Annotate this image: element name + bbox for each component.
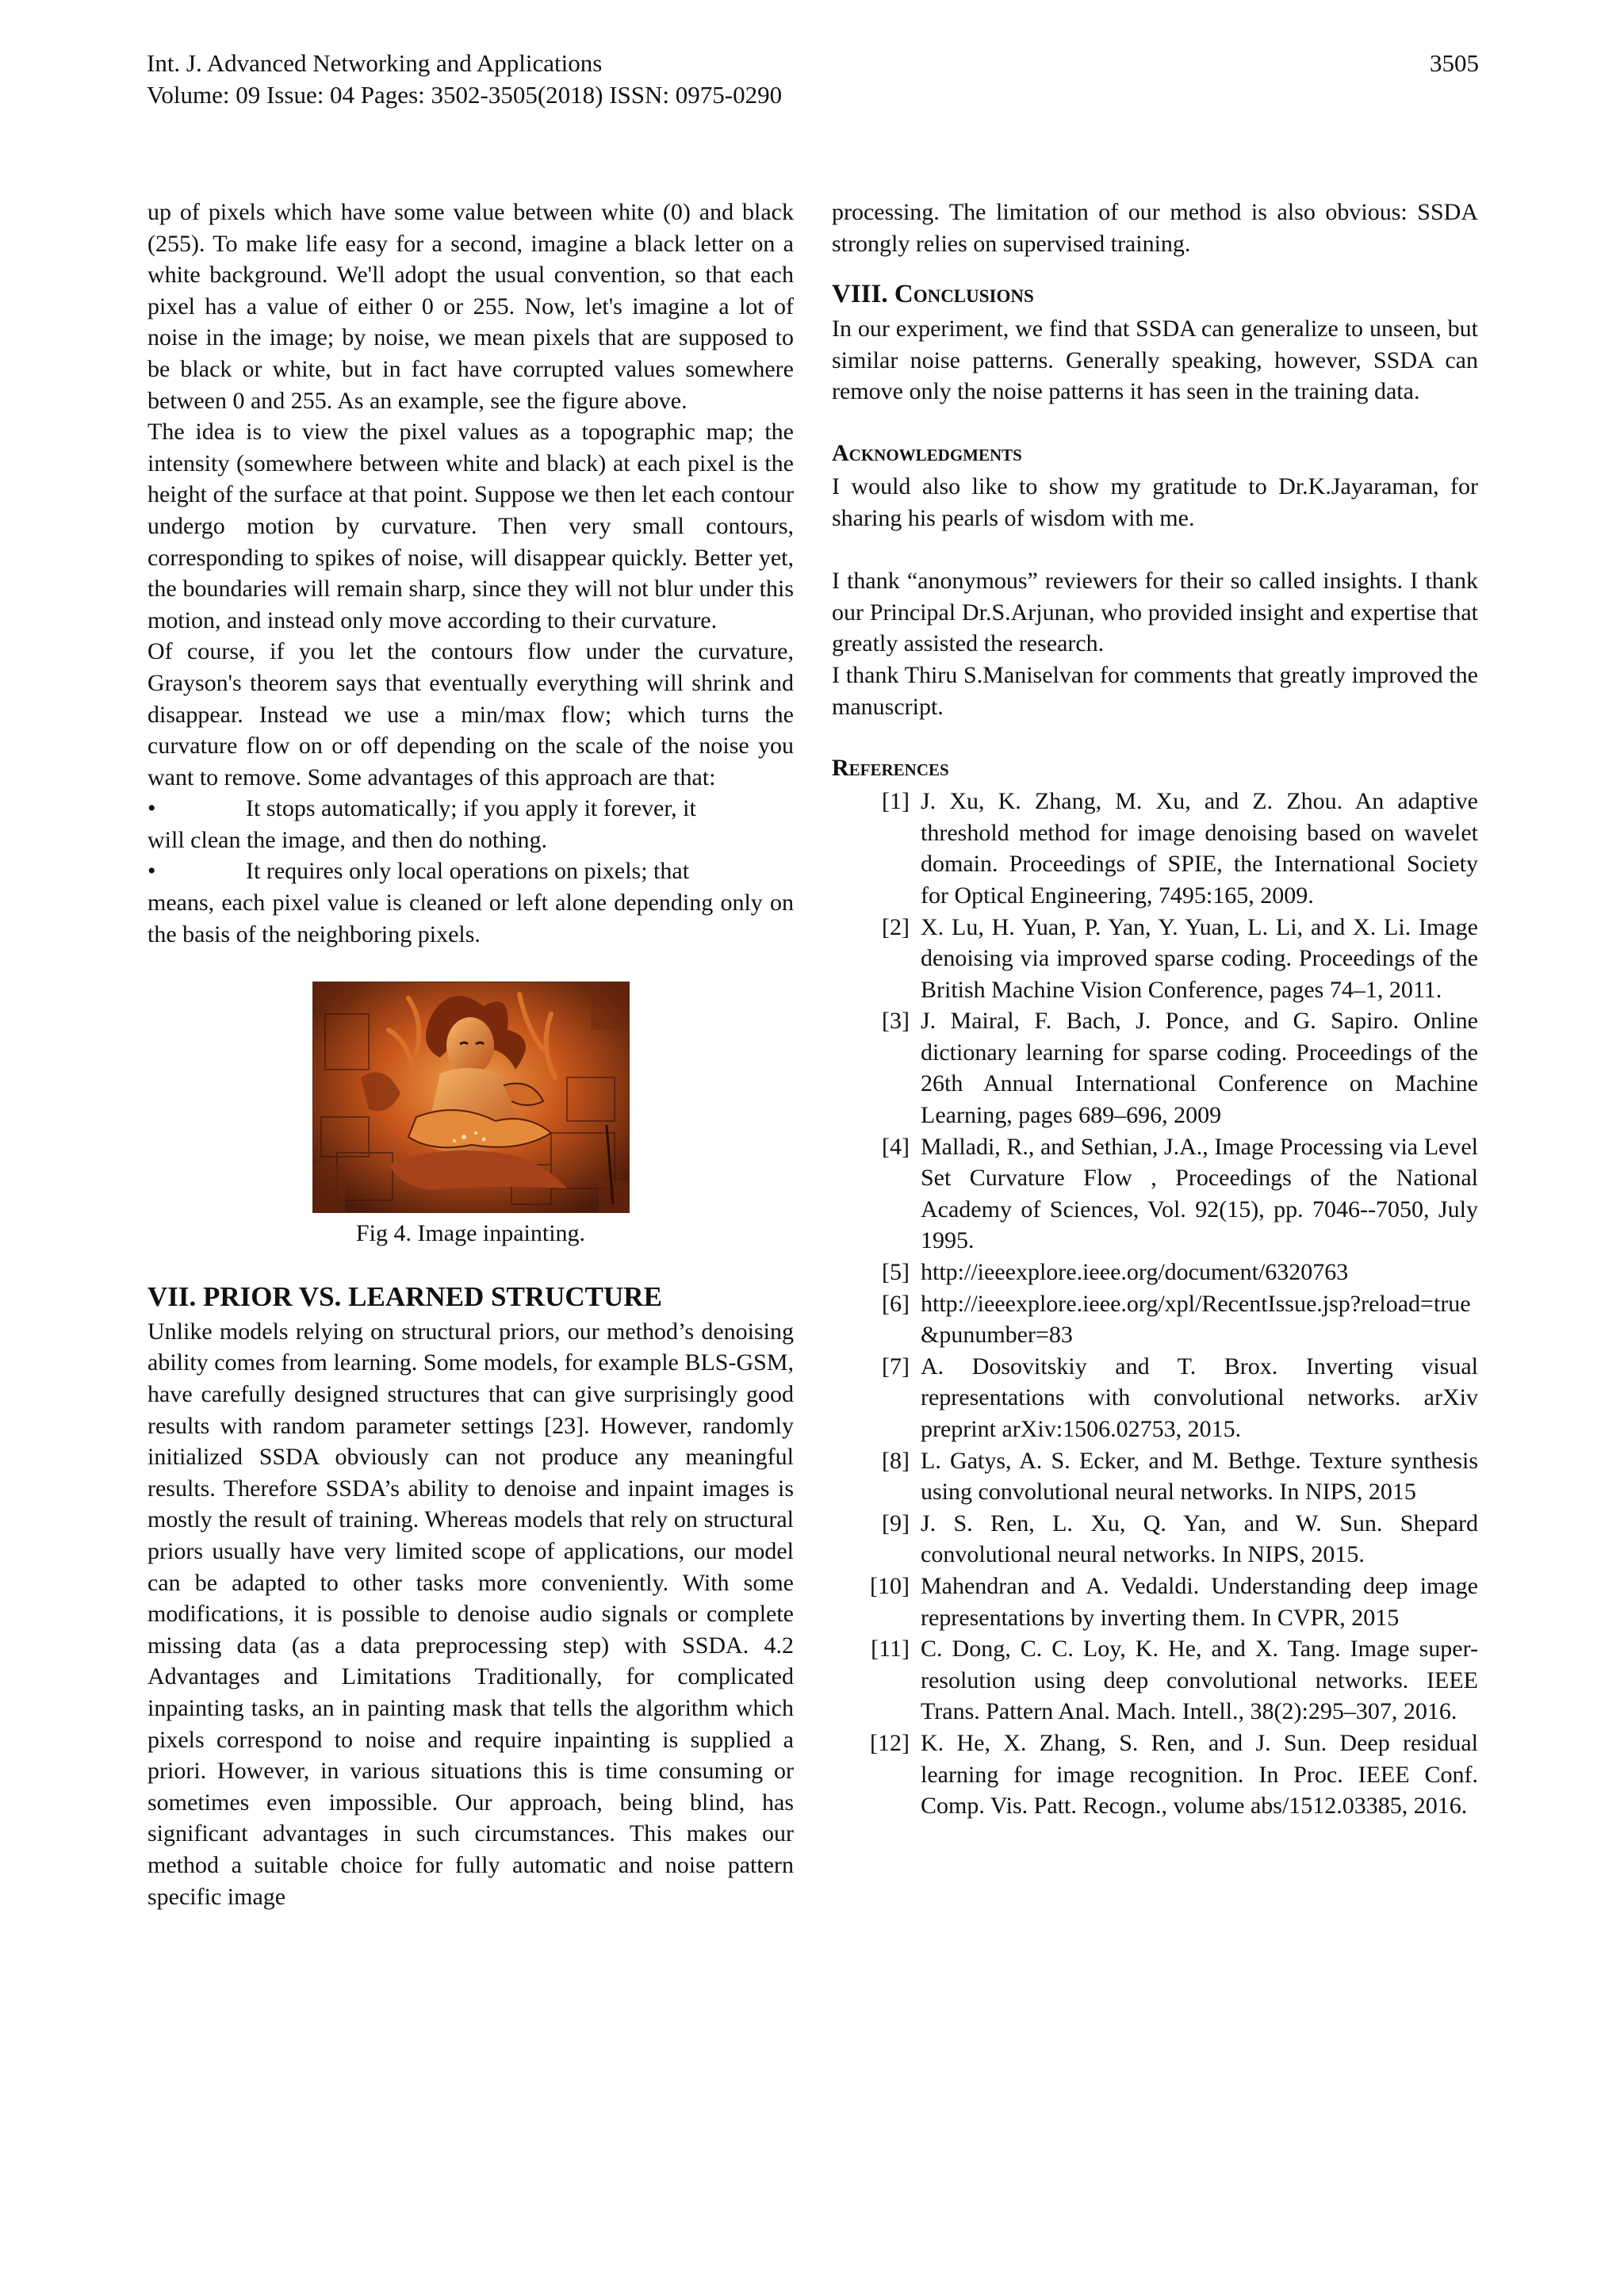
reference-number: [8] [882, 1447, 910, 1474]
reference-item [832, 1005, 1478, 1131]
reference-text: A. Dosovitskiy and T. Brox. Inverting visual representations with convolutional networks. arXiv preprint arXiv:1506.02753, 2015. [921, 1353, 1478, 1442]
reference-item [832, 1633, 1478, 1728]
reference-item [832, 1445, 1478, 1508]
paragraph-continued: up of pixels which have some value between white (0) and black (255). To make life easy for a second, imagine a black letter on a white background. We'll adopt the usual convention, so that each pixel has a value of either 0 or 255. Now, let's imagine a lot of noise in the image; by noise, we mean pixels that are supposed to be black or white, but in fact have corrupted values somewhere between 0 and 255. As an example, see the figure above. [147, 199, 794, 414]
reference-number: [6] [882, 1290, 910, 1317]
reference-number: [4] [882, 1133, 910, 1160]
running-header [147, 48, 1479, 111]
volume-info: Volume: 09 Issue: 04 Pages: 3502-3505(2018) ISSN: 0975-0290 [147, 81, 783, 109]
reference-item [832, 912, 1478, 1006]
figure-4 [147, 982, 794, 1249]
right-column [832, 197, 1478, 1822]
acknowledgment-paragraph-3: I thank Thiru S.Maniselvan for comments that greatly improved the manuscript. [832, 661, 1478, 720]
reference-item [832, 1131, 1478, 1257]
bullet-text: It stops automatically; if you apply it forever, it [246, 795, 696, 822]
section-7-body: Unlike models relying on structural priors, our method’s denoising ability comes from learning. Some models, for example BLS-GSM, have carefully designed structures that can give surprisingly good results with random parameter settings [23]. However, randomly initialized SSDA obviously can not produce any meaningful results. Therefore SSDA’s ability to denoise and inpaint images is mostly the result of training. Whereas models that rely on structural priors usually have very limited scope of applications, our model can be adapted to other tasks more conveniently. With some modifications, it is possible to denoise audio signals or complete missing data (as a data preprocessing step) with SSDA. 4.2 Advantages and Limitations Traditionally, for complicated inpainting tasks, an in painting mask that tells the algorithm which pixels correspond to noise and require inpainting is supplied a priori. However, in various situations this is time consuming or sometimes even impossible. Our approach, being blind, has significant advantages in such circumstances. This makes our method a suitable choice for fully automatic and noise pattern specific image [147, 1318, 794, 1910]
reference-list [832, 786, 1478, 1822]
bullet-text: It requires only local operations on pixels; that [246, 858, 690, 885]
section-8-heading: VIII. Conclusions [832, 280, 1034, 309]
reference-text: L. Gatys, A. S. Ecker, and M. Bethge. Texture synthesis using convolutional neural networks. In NIPS, 2015 [921, 1447, 1478, 1506]
section-8-body: In our experiment, we find that SSDA can generalize to unseen, but similar noise patterns. Generally speaking, however, SSDA can remove only the noise patterns it has seen in the training data. [832, 316, 1478, 405]
reference-number: [5] [882, 1259, 910, 1286]
paragraph-continued: processing. The limitation of our method is also obvious: SSDA strongly relies on supervised training. [832, 199, 1478, 257]
reference-text: X. Lu, H. Yuan, P. Yan, Y. Yuan, L. Li, and X. Li. Image denoising via improved sparse coding. Proceedings of the British Machine Vision Conference, pages 74–1, 2011. [921, 913, 1478, 1003]
reference-item [832, 1351, 1478, 1445]
reference-number: [3] [882, 1008, 910, 1035]
reference-number: [12] [870, 1729, 910, 1756]
reference-number: [1] [882, 788, 910, 815]
reference-item [832, 1571, 1478, 1633]
section-7-heading: VII. PRIOR VS. LEARNED STRUCTURE [147, 1280, 662, 1312]
paragraph-spacer [832, 534, 1478, 565]
reference-link[interactable]: http://ieeexplore.ieee.org/xpl/RecentIssue.jsp?reload=true&punumber=83 [921, 1290, 1471, 1349]
reference-text: J. Mairal, F. Bach, J. Ponce, and G. Sapiro. Online dictionary learning for sparse coding. Proceedings of the 26th Annual International Conference on Machine Learning, pages 689–696, 2009 [921, 1008, 1478, 1129]
references-heading: References [832, 755, 949, 782]
left-column [147, 197, 794, 1912]
reference-item [832, 1508, 1478, 1571]
reference-number: [9] [882, 1510, 910, 1536]
acknowledgment-paragraph-1: I would also like to show my gratitude to Dr.K.Jayaraman, for sharing his pearls of wisdom with me. [832, 473, 1478, 531]
reference-text: C. Dong, C. C. Loy, K. He, and X. Tang. Image super-resolution using deep convolutional networks. IEEE Trans. Pattern Anal. Mach. Intell., 38(2):295–307, 2016. [921, 1636, 1478, 1725]
bullet-symbol: • [147, 795, 156, 822]
figure-caption: Fig 4. Image inpainting. [355, 1220, 586, 1247]
reference-item [832, 1288, 1478, 1351]
bullet-item-2 [147, 855, 794, 887]
inpainting-artwork-image [312, 982, 630, 1213]
bullet-continuation: will clean the image, and then do nothing. [147, 826, 548, 853]
bullet-item-1 [147, 793, 794, 825]
paragraph-topographic: The idea is to view the pixel values as a topographic map; the intensity (somewhere between white and black) at each pixel is the height of the surface at that point. Suppose we then let each contour undergo motion by curvature. Then very small contours, corresponding to spikes of noise, will disappear quickly. Better yet, the boundaries will remain sharp, since they will not blur under this motion, and instead only move according to their curvature. [147, 419, 794, 633]
reference-number: [10] [870, 1572, 910, 1599]
reference-text: Mahendran and A. Vedaldi. Understanding deep image representations by inverting them. In CVPR, 2015 [921, 1572, 1478, 1631]
reference-text: Malladi, R., and Sethian, J.A., Image Processing via Level Set Curvature Flow , Proceedings of the National Academy of Sciences, Vol. 92(15), pp. 7046--7050, July 1995. [921, 1133, 1478, 1254]
reference-number: [7] [882, 1353, 910, 1380]
reference-number: [11] [871, 1636, 910, 1663]
paragraph-grayson: Of course, if you let the contours flow under the curvature, Grayson's theorem says that eventually everything will shrink and disappear. Instead we use a min/max flow; which turns the curvature flow on or off depending on the scale of the noise you want to remove. Some advantages of this approach are that: [147, 638, 794, 790]
reference-text: J. S. Ren, L. Xu, Q. Yan, and W. Sun. Shepard convolutional neural networks. In NIPS, 2015. [921, 1510, 1478, 1568]
reference-link[interactable]: http://ieeexplore.ieee.org/document/6320763 [921, 1259, 1349, 1286]
reference-text: K. He, X. Zhang, S. Ren, and J. Sun. Deep residual learning for image recognition. In Proc. IEEE Conf. Comp. Vis. Patt. Recogn., volume abs/1512.03385, 2016. [921, 1729, 1478, 1820]
reference-item [832, 1728, 1478, 1822]
reference-item [832, 786, 1478, 911]
journal-name: Int. J. Advanced Networking and Applications [147, 49, 603, 77]
acknowledgments-heading: Acknowledgments [832, 439, 1022, 466]
reference-item [832, 1257, 1478, 1288]
page-number: 3505 [1430, 49, 1479, 77]
reference-number: [2] [882, 913, 910, 940]
bullet-symbol: • [147, 858, 156, 885]
bullet-continuation: means, each pixel value is cleaned or left alone depending only on the basis of the neighboring pixels. [147, 890, 794, 947]
reference-text: J. Xu, K. Zhang, M. Xu, and Z. Zhou. An adaptive threshold method for image denoising based on wavelet domain. Proceedings of SPIE, the International Society for Optical Engineering, 7495:165, 2009. [921, 788, 1478, 909]
acknowledgment-paragraph-2: I thank “anonymous” reviewers for their so called insights. I thank our Principal Dr.S.Arjunan, who provided insight and expertise that greatly assisted the research. [832, 568, 1478, 657]
